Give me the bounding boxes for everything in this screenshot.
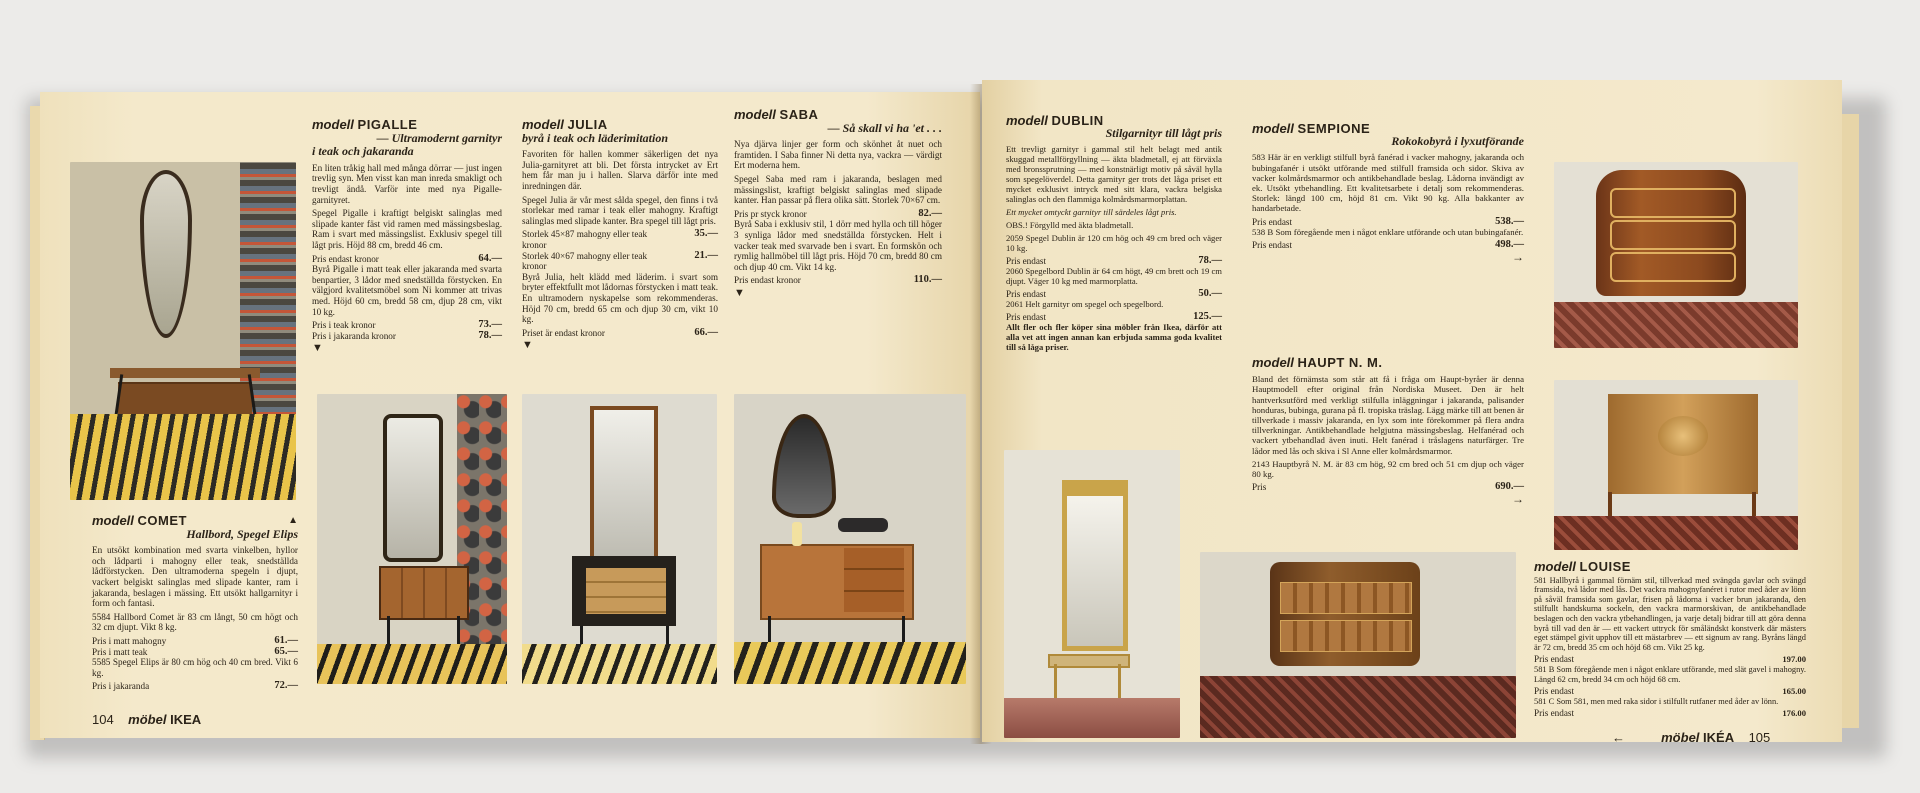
brand-prefix-left: möbel [128, 712, 167, 727]
model-title-sempione: modell SEMPIONE [1252, 121, 1371, 136]
price-row-comet-1: Pris i matt mahogny 61.— [92, 634, 298, 646]
price-row-saba-1: Pris pr styck kronor 82.— [734, 207, 942, 219]
text-dublin-spegel: 2059 Spegel Dublin är 120 cm hög och 49 cm bred och väger 10 kg. [1006, 233, 1222, 253]
brand-left: IKEA [170, 712, 202, 727]
text-louise-581c: 581 C Som 581, men med raka sidor i stilfullt rutfaner med åder av lönn. [1534, 696, 1779, 706]
block-saba [734, 107, 942, 299]
block-dublin [1006, 113, 1222, 355]
text-haupt-intro: Bland det förnämsta som står att få i fråga om Haupt-byråer är denna Hauptmodell efter original från Nordiska Museet. Den är helt hantverksutförd med verkligt stilfulla inläggningar i jakaranda, palisander honduras, bubinga, gurana på fl. tropiska träslag. Lägg märke till att benen är tillverkade i massiv jakaranda, en lyx som inte förekommer på flera andra tillverkningar. Antikbehandlade helgjutna mässingsbeslag. Helfanérad och vackert ytbehandlad även inuti. Helt fanérad i tråslagens naturfärger. Tre lådor med lås och skiva i Sl Anne eller kolmårdsmarmor. [1252, 374, 1524, 456]
price-row-pigalle-1: Pris endast kronor 64.— [312, 252, 502, 264]
model-title-comet: modell COMET [92, 513, 187, 528]
price-row-comet-3: Pris i jakaranda 72.— [92, 680, 298, 692]
subtitle-saba: — Så skall vi ha 'et . . . [827, 120, 942, 135]
subtitle-julia: byrå i teak och läderimitation [522, 130, 668, 145]
price-row-louise-2: Pris endast 165.00 [1534, 686, 1806, 697]
price-row-julia-1: Storlek 45×87 mahogny eller teak kronor 35.— [522, 228, 718, 250]
arrow-down-icon: ▼ [522, 339, 533, 352]
price-row-comet-2: Pris i matt teak 65.— [92, 645, 298, 657]
text-dublin-slogan: Allt fler och fler köper sina möbler från Ikea, därför att alla vet att ingen annan kan erbjuda samma goda kvalitet till så låga priser. [1006, 322, 1222, 352]
price-row-louise-1: Pris endast 197.00 [1534, 654, 1806, 665]
price-row-julia-2: Storlek 40×67 mahogny eller teak kronor 21.— [522, 249, 718, 272]
photo-louise [1200, 552, 1516, 738]
photo-dublin [1004, 450, 1180, 738]
price-row-dublin-3: Pris endast 125.— [1006, 311, 1222, 322]
block-comet [92, 513, 298, 692]
arrow-down-icon: ▼ [312, 342, 323, 355]
subtitle-comet: Hallbord, Spegel Elips [186, 526, 298, 541]
arrow-up-icon: ▲ [288, 515, 298, 526]
model-title-julia: modell JULIA [522, 117, 608, 132]
block-julia [522, 117, 718, 352]
price-row-saba-2: Pris endast kronor 110.— [734, 274, 942, 286]
text-dublin-note: Ett mycket omtyckt garnityr till särdeles lågt pris. [1006, 207, 1177, 217]
text-saba-spegel: Spegel Saba med ram i jakaranda, beslagen med mässingslist, kraftigt belgiskt salinglas med slipade kanter. Han passar på flera olika sätt. Storlek 70×67 cm. [734, 173, 942, 206]
footer-right [1612, 730, 1770, 742]
text-louise-581b: 581 B Som föregående men i något enklare utförande, med slät gavel i mahogny. Längd 62 cm, bredd 34 cm och höjd 68 cm. [1534, 664, 1806, 684]
text-comet-hallbord: 5584 Hallbord Comet är 83 cm långt, 50 cm högt och 32 cm djupt. Vikt 8 kg. [92, 611, 298, 633]
arrow-down-icon: ▼ [734, 286, 745, 299]
price-row-louise-3: Pris endast 176.00 [1534, 708, 1806, 719]
brand-right: IKÉA [1703, 730, 1735, 742]
photo-haupt [1554, 380, 1798, 550]
left-page [40, 92, 980, 738]
right-page [982, 80, 1842, 742]
subtitle-dublin: Stilgarnityr till lågt pris [1105, 126, 1222, 140]
text-julia-spegel: Spegel Julia är vår mest sålda spegel, den finns i två storlekar med ramar i teak eller mahogny. Kraftigt salinglas med slipade kanter. Bra spegel till lågt pris. [522, 194, 718, 226]
photo-julia [522, 394, 717, 684]
model-title-louise: modell LOUISE [1534, 559, 1631, 574]
photo-sempione [1554, 162, 1798, 348]
text-comet-spegel: 5585 Spegel Elips är 80 cm hög och 40 cm bred. Vikt 6 kg. [92, 657, 298, 678]
text-pigalle-spegel: Spegel Pigalle i kraftigt belgiskt salinglas med slipade kanter fäst vid ramen med mässingsbeslag. Ram i svart med mässingslist. Exklusiv spegel till lågt pris. Höjd 88 cm, bredd 46 cm. [312, 208, 502, 250]
price-row-dublin-2: Pris endast 50.— [1006, 288, 1222, 299]
text-julia-intro: Favoriten för hallen kommer säkerligen det nya Julia-garnityret att bli. Det första intrycket av Ert hem får man ju i hallen. Slarva därför inte med inredningen där. [522, 149, 718, 191]
page-number-right: 105 [1748, 730, 1771, 742]
text-saba-intro: Nya djärva linjer ger form och skönhet åt nuet och framtiden. I Saba finner Ni detta nya, vackra — värdigt Ert moderna hem. [734, 139, 942, 171]
page-number-left: 104 [92, 712, 114, 727]
model-title-saba: modell SABA [734, 107, 819, 122]
text-dublin-intro: Ett trevligt garnityr i gammal stil helt belagt med antik skuggad metallförgyllning — äkta bladmetall, ej att förväxla med bronssprutning — med konstnärligt motiv på såväl hylla som spegelöverdel. Detta garnityr ger trots det låga priset ett mycket exklusivt intryck med sitt klara, vackra belgiska salinglas och den flammiga kolmårdsmarmorplattan. [1006, 144, 1222, 204]
arrow-right-icon: → [1512, 250, 1524, 265]
text-haupt-2143: 2143 Hauptbyrå N. M. är 83 cm hög, 92 cm bred och 51 cm djup och väger 80 kg. [1252, 458, 1524, 480]
subtitle-pigalle-2: i teak och jakaranda [312, 144, 414, 159]
photo-julia-left [317, 394, 507, 684]
block-louise [1534, 559, 1806, 719]
model-title-pigalle: modell PIGALLE [312, 117, 418, 132]
photo-saba [734, 394, 966, 684]
text-dublin-bord: 2060 Spegelbord Dublin är 64 cm högt, 49 cm brett och 19 cm djupt. Väger 10 kg med marmorplatta. [1006, 266, 1222, 286]
model-title-dublin: modell DUBLIN [1006, 113, 1104, 128]
text-pigalle-intro: En liten tråkig hall med många dörrar — just ingen trevlig syn. Men visst kan man inreda smakligt och trevligt ändå. Varför inte med nya Pigalle-garnityret. [312, 162, 502, 205]
text-comet-intro: En utsökt kombination med svarta vinkelben, hyllor och lådparti i mahogny eller teak, snedställda lådförstycken. Den ultramoderna spegeln i djupt, vackert belgiskt salinglas med slipade kanter, ram i jakaranda, beslagen i mässing. Ett utsökt hallgarnityr i form och fantasi. [92, 545, 298, 609]
text-sempione-538b: 538 B Som föregående men i något enklare utförande och utan bubingafanér. [1252, 226, 1524, 237]
price-row-julia-3: Priset är endast kronor 66.— [522, 326, 718, 338]
footer-left [92, 712, 201, 727]
page-edge-right [1840, 114, 1859, 728]
text-saba-byra: Byrå Saba i exklusiv stil, 1 dörr med hylla och till höger 3 synliga lådor med snedställda förstycken. Helt i vacker teak med svarvade ben i svart. En formskön och rymlig hallmöbel till lågt pris. Höjd 70 cm, bredd 80 cm och djup 40 cm. Vikt 14 kg. [734, 219, 942, 272]
photo-pigalle [70, 162, 296, 500]
text-sempione-583: 583 Här är en verkligt stilfull byrå fanérad i vacker mahogny, jakaranda och bubingafanér i utsökt utförande med stilfull framsida och sidor. Skiva av vacker kolmårdsmarmor och antikbehandlade beslag. Lådorna invändigt av ek. Utsökt ytbehandling. Ett kvalitetsarbete i detalj som rekommenderas. Storlek: längd 100 cm, höjd 81 cm. Vikt 90 kg. Alla bakkanter av handarbetade. [1252, 152, 1524, 214]
subtitle-sempione: Rokokobyrå i lyxutförande [1391, 134, 1524, 149]
price-row-pigalle-3: Pris i jakaranda kronor 78.— [312, 329, 502, 341]
price-row-dublin-1: Pris endast 78.— [1006, 255, 1222, 266]
price-row-sempione-1: Pris endast 538.— [1252, 215, 1524, 227]
text-dublin-obs: OBS.! Förgylld med äkta bladmetall. [1006, 220, 1134, 230]
block-pigalle [312, 117, 502, 355]
block-sempione [1252, 121, 1524, 265]
subtitle-pigalle-1: — Ultramodernt garnityr [376, 130, 502, 145]
price-row-pigalle-2: Pris i teak kronor 73.— [312, 319, 502, 331]
price-row-sempione-2: Pris endast 498.— [1252, 239, 1524, 251]
arrow-right-icon: → [1512, 492, 1524, 507]
text-julia-byra: Byrå Julia, helt klädd med läderim. i svart som bryter effektfullt mot lådornas förstycken i matt teak. En ultramodern nyskapelse som rekommenderas. Höjd 70 cm, bredd 65 cm och djup 30 cm, vikt 10 kg. [522, 271, 718, 325]
text-pigalle-byra: Byrå Pigalle i matt teak eller jakaranda med svarta benpartier, 3 lådor med snedställda förstycken. En välgjord kvalitetsmöbel som Ni kommer att trivas med. Höjd 60 cm, bredd 58 cm, djup 28 cm, vikt 10 kg. [312, 264, 502, 317]
text-louise-581: 581 Hallbyrå i gammal förnäm stil, tillverkad med svängda gavlar och svängd framsida, två lådor med lås. Det vackra mahognyfanéret i rutor med åder av lönn på såväl framsida som gavlar, frisen på lådorna i vacker brun jakaranda, den stilfullt handskurna sockeln, den vackra marmorskivan, de antikbehandlade beslagen och den vackra ytbehandlingen, ja varje detalj bidrar till att göra denna byrå till vad den är — ett vackert uttryck för småländskt konstverk där mästers eget stämpel givit upphov till ett mästarbrev — ett signum av rang. Byråns längd är 72 cm, bredd 35 cm och höjd 68 cm. Vikt 25 kg. [1534, 575, 1806, 652]
brand-prefix-right: möbel [1661, 730, 1700, 742]
text-dublin-garnityr: 2061 Helt garnityr om spegel och spegelbord. [1006, 299, 1164, 309]
price-row-haupt-1: Pris 690.— [1252, 481, 1524, 493]
model-title-haupt: modell HAUPT N. M. [1252, 355, 1383, 370]
block-haupt [1252, 355, 1524, 507]
arrow-left-icon: ← [1612, 730, 1625, 742]
